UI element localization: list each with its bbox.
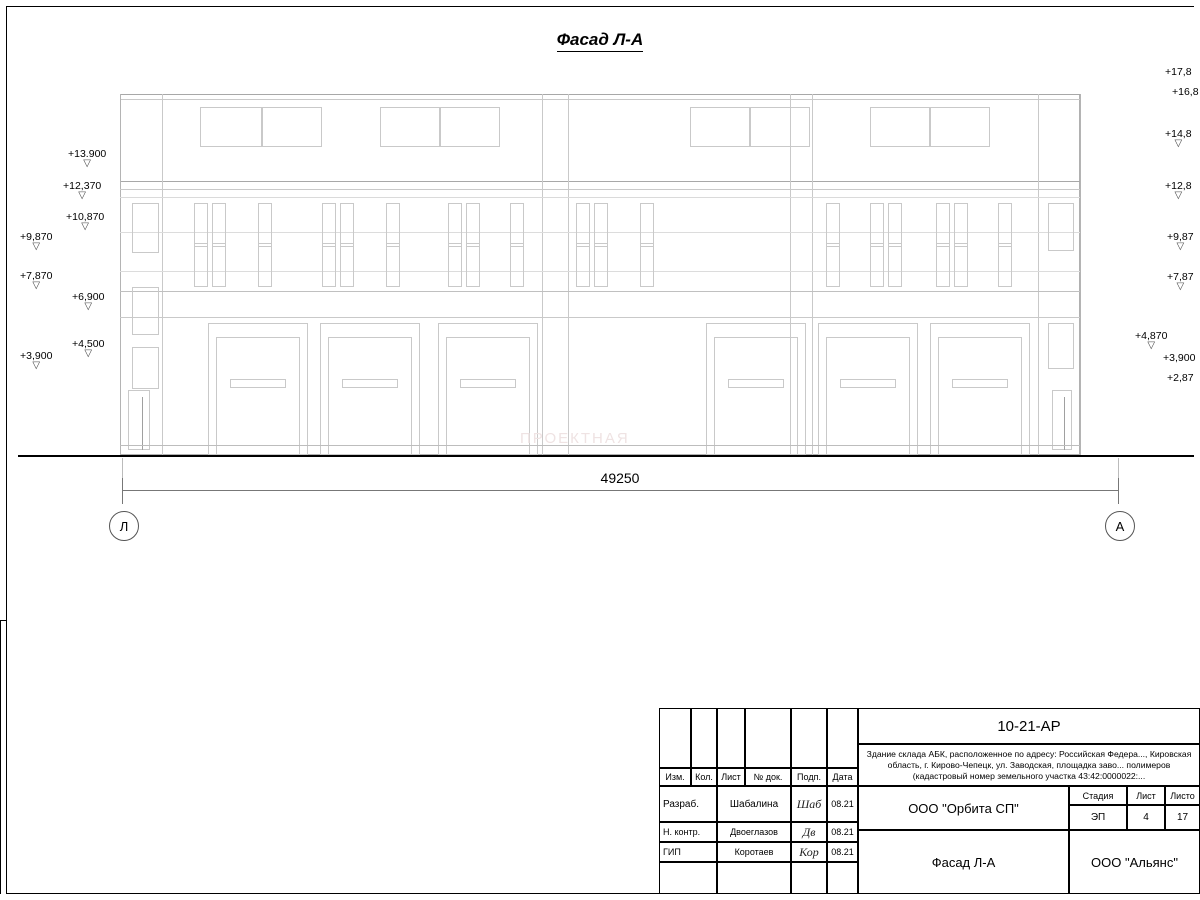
- elevation-value: +10,870: [66, 211, 105, 223]
- elevation-arrow-icon: ▽: [84, 301, 93, 312]
- elevation-value: +14,8: [1165, 128, 1192, 140]
- stage-header-stadiya: [1069, 786, 1127, 805]
- axis-bubble-right: [1105, 511, 1135, 541]
- window-f2-7: [448, 203, 462, 247]
- date-label: 08.21: [831, 799, 854, 809]
- elevation-arrow-icon: ▽: [84, 348, 93, 359]
- window-f1-11: [594, 243, 608, 287]
- window-f1-2: [212, 243, 226, 287]
- window-f2-9: [510, 203, 524, 247]
- column-header-izm: [659, 768, 691, 786]
- revision-grid-cell-5: [791, 708, 827, 768]
- column-header-data: [827, 768, 858, 786]
- window-f2-16: [936, 203, 950, 247]
- elevation-value: +6,900: [72, 291, 105, 303]
- elevation-mark-7870: [20, 270, 52, 289]
- window-left-tower-lower: [132, 347, 159, 389]
- elevation-arrow-icon: ▽: [1174, 138, 1183, 149]
- stage-header-listov: [1165, 786, 1200, 805]
- elevation-arrow-icon: ▽: [1176, 241, 1185, 252]
- sheet-title: Фасад Л-А: [931, 854, 996, 870]
- window-f2-15: [888, 203, 902, 247]
- window-f2-6: [386, 203, 400, 247]
- sheet-total: 17: [1176, 812, 1189, 823]
- floor-band-level-6900: [120, 291, 1080, 292]
- blank-sign-cell-1: [791, 862, 827, 894]
- signature-mark: Шаб: [796, 796, 822, 811]
- window-f1-15: [888, 243, 902, 287]
- window-f2-12: [640, 203, 654, 247]
- window-f2-14: [870, 203, 884, 247]
- column-header-list: [717, 768, 745, 786]
- sheet-title-cell: [858, 830, 1069, 894]
- column-label: Дата: [832, 772, 853, 782]
- facade-pilaster-4: [568, 94, 569, 455]
- window-f1-17: [954, 243, 968, 287]
- project-description: Здание склада АБК, расположенное по адресу: Российская Федера..., Кировская область, г. Кирово-Чепецк, ул. Заводская, площадка заво... полимеров (кадастровый номер земельного участка 43:42:0000022:...: [866, 748, 1192, 781]
- window-f2-4: [322, 203, 336, 247]
- elevation-value: +9,870: [20, 231, 53, 243]
- elevation-arrow-icon: ▽: [32, 241, 41, 252]
- facade-pilaster-7: [1038, 94, 1039, 455]
- window-f1-13: [826, 243, 840, 287]
- column-header-kol: [691, 768, 717, 786]
- window-f1-12: [640, 243, 654, 287]
- sheet-frame-left-edge: [6, 6, 7, 894]
- sheet-inner-left-tick: [0, 620, 7, 621]
- sheet-total-cell: [1165, 805, 1200, 830]
- window-f1-6: [386, 243, 400, 287]
- window-f2-10: [576, 203, 590, 247]
- signature-cell-chief-engineer: [791, 842, 827, 862]
- door-right-entrance: [1052, 390, 1072, 450]
- elevation-mark-16800: [1172, 86, 1199, 98]
- date-label: 08.21: [831, 827, 854, 837]
- elevation-arrow-icon: ▽: [1176, 281, 1185, 292]
- gate-vision-panel-3: [460, 379, 516, 388]
- column-label: Изм.: [665, 772, 685, 782]
- window-f1-10: [576, 243, 590, 287]
- window-right-tower-upper: [1048, 203, 1074, 251]
- window-f1-5: [340, 243, 354, 287]
- axis-label: Л: [119, 518, 129, 534]
- elevation-mark-13900: [68, 148, 106, 167]
- elevation-value: +12,8: [1165, 180, 1192, 192]
- facade-pilaster-1: [120, 94, 121, 455]
- window-f1-4: [322, 243, 336, 287]
- sheet-frame-top-edge: [6, 6, 1194, 7]
- gate-bay-3-inner: [446, 337, 530, 455]
- elevation-mark-12370: [63, 180, 101, 199]
- stage-header-label: Стадия: [1082, 790, 1114, 801]
- window-f1-7: [448, 243, 462, 287]
- name-label: Двоеглазов: [730, 827, 778, 837]
- gate-bay-5-inner: [826, 337, 910, 455]
- elevation-value: +17,8: [1165, 66, 1192, 78]
- role-cell-normcontrol: [659, 822, 717, 842]
- door-right-leaf-line: [1064, 397, 1065, 450]
- client-company: ООО "Альянс": [1091, 854, 1178, 870]
- window-left-tower-mid: [132, 287, 159, 335]
- ribbon-window-top-2: [262, 107, 322, 147]
- column-header-podp: [791, 768, 827, 786]
- parapet-line-2: [120, 99, 1080, 100]
- elevation-mark-17800: [1165, 66, 1192, 78]
- window-f2-2: [212, 203, 226, 247]
- gate-bay-1-inner: [216, 337, 300, 455]
- window-f2-8: [466, 203, 480, 247]
- stage-header-list: [1127, 786, 1165, 805]
- name-cell-chief-engineer: [717, 842, 791, 862]
- elevation-mark-12800: [1165, 180, 1192, 199]
- role-label: Н. контр.: [663, 827, 701, 837]
- role-cell-chief-engineer: [659, 842, 717, 862]
- elevation-mark-9870: [20, 231, 52, 250]
- elevation-arrow-icon: ▽: [81, 221, 89, 232]
- column-label: № док.: [753, 772, 783, 782]
- ribbon-window-top-1: [200, 107, 262, 147]
- elevation-arrow-icon: ▽: [83, 158, 91, 169]
- elevation-mark-6900: [72, 291, 104, 310]
- role-cell-developer: [659, 786, 717, 822]
- elevation-mark-10870: [66, 211, 104, 230]
- gate-vision-panel-5: [840, 379, 896, 388]
- ribbon-window-top-4: [440, 107, 500, 147]
- stage-header-label: Листо: [1170, 790, 1195, 801]
- name-label: Шабалина: [729, 798, 779, 810]
- parapet-line-1: [120, 94, 1080, 95]
- revision-grid-cell-3: [717, 708, 745, 768]
- name-cell-developer: [717, 786, 791, 822]
- gate-bay-6-inner: [938, 337, 1022, 455]
- floor-band-level-6900b: [120, 317, 1080, 318]
- blank-role-cell-1: [659, 862, 717, 894]
- column-label: Кол.: [695, 772, 713, 782]
- column-label: Подп.: [797, 772, 821, 782]
- axis-bubble-left: [109, 511, 139, 541]
- elevation-value: +3,900: [1163, 352, 1196, 364]
- drawing-title-text: Фасад Л-А: [557, 30, 644, 52]
- elevation-value: +12,370: [63, 180, 102, 192]
- overall-dimension-label: 49250: [600, 470, 640, 486]
- designer-company-cell: [858, 786, 1069, 830]
- facade-pilaster-8: [1080, 94, 1081, 455]
- elevation-mark-4870: [1135, 330, 1167, 349]
- elevation-value: +4,500: [72, 338, 105, 350]
- signature-mark: Кор: [799, 844, 819, 859]
- role-label: ГИП: [663, 847, 681, 857]
- window-f1-8: [466, 243, 480, 287]
- attic-band-bottom: [120, 181, 1080, 182]
- elevation-value: +13.900: [68, 148, 107, 160]
- date-cell-developer: [827, 786, 858, 822]
- elevation-arrow-icon: ▽: [1147, 340, 1156, 351]
- ribbon-window-top-7: [870, 107, 930, 147]
- ribbon-window-top-5: [690, 107, 750, 147]
- column-label: Лист: [721, 772, 741, 782]
- elevation-value: +16,8: [1172, 86, 1199, 98]
- gate-bay-4-inner: [714, 337, 798, 455]
- elevation-value: +7,87: [1167, 271, 1194, 283]
- window-f2-18: [998, 203, 1012, 247]
- designer-company: ООО "Орбита СП": [908, 800, 1019, 816]
- ribbon-window-top-3: [380, 107, 440, 147]
- elevation-mark-14800: [1165, 128, 1192, 147]
- gate-vision-panel-4: [728, 379, 784, 388]
- drawing-title: [0, 30, 1200, 50]
- overall-dimension-line: [122, 490, 1118, 491]
- elevation-value: +4,870: [1135, 330, 1168, 342]
- sheet-number-cell: [1127, 805, 1165, 830]
- window-f2-17: [954, 203, 968, 247]
- facade-elevation-drawing: [90, 85, 1100, 455]
- window-f1-14: [870, 243, 884, 287]
- window-f2-5: [340, 203, 354, 247]
- elevation-arrow-icon: ▽: [78, 190, 86, 201]
- elevation-value: +9,87: [1167, 231, 1194, 243]
- window-left-tower-upper: [132, 203, 159, 253]
- elevation-mark-4500: [72, 338, 104, 357]
- role-label: Разраб.: [663, 798, 700, 810]
- window-f1-3: [258, 243, 272, 287]
- window-f2-3: [258, 203, 272, 247]
- blank-date-cell-1: [827, 862, 858, 894]
- project-description-cell: [858, 744, 1200, 786]
- elevation-value: +7,870: [20, 270, 53, 282]
- ribbon-window-top-8: [930, 107, 990, 147]
- axis-label: А: [1115, 518, 1125, 534]
- blank-name-cell-1: [717, 862, 791, 894]
- revision-grid-cell-1: [659, 708, 691, 768]
- ribbon-window-top-6: [750, 107, 810, 147]
- window-f2-11: [594, 203, 608, 247]
- elevation-value: +3,900: [20, 350, 53, 362]
- revision-grid-cell-2: [691, 708, 717, 768]
- elevation-mark-3900-left: [20, 350, 52, 369]
- elevation-mark-2870: [1167, 372, 1194, 384]
- signature-cell-developer: [791, 786, 827, 822]
- column-header-ndok: [745, 768, 791, 786]
- floor-band-level-10870: [120, 197, 1080, 198]
- project-code: 10-21-АР: [997, 717, 1061, 735]
- elevation-arrow-icon: ▽: [32, 360, 41, 371]
- gate-vision-panel-6: [952, 379, 1008, 388]
- stage-value: ЭП: [1090, 812, 1106, 823]
- dimension-tick-right: [1118, 478, 1119, 504]
- title-block: [659, 708, 1200, 894]
- elevation-value: +2,87: [1167, 372, 1194, 384]
- elevation-mark-7870-right: [1167, 271, 1194, 290]
- name-label: Коротаев: [734, 847, 774, 857]
- date-cell-normcontrol: [827, 822, 858, 842]
- facade-pilaster-2: [162, 94, 163, 455]
- elevation-mark-3900-right: [1163, 352, 1195, 364]
- stage-value-cell: [1069, 805, 1127, 830]
- gate-vision-panel-2: [342, 379, 398, 388]
- date-cell-chief-engineer: [827, 842, 858, 862]
- facade-pilaster-3: [542, 94, 543, 455]
- revision-grid-cell-4: [745, 708, 791, 768]
- sheet-inner-left-line: [0, 620, 1, 894]
- door-left-leaf-line: [142, 397, 143, 450]
- stage-header-label: Лист: [1136, 790, 1156, 801]
- sheet-number: 4: [1143, 812, 1149, 823]
- window-f1-1: [194, 243, 208, 287]
- window-f1-18: [998, 243, 1012, 287]
- elevation-arrow-icon: ▽: [32, 280, 41, 291]
- date-label: 08.21: [831, 847, 854, 857]
- facade-pilaster-6: [812, 94, 813, 455]
- window-f1-16: [936, 243, 950, 287]
- window-f2-13: [826, 203, 840, 247]
- floor-band-level-12370: [120, 189, 1080, 190]
- gate-vision-panel-1: [230, 379, 286, 388]
- gate-bay-2-inner: [328, 337, 412, 455]
- ground-line: [18, 455, 1194, 457]
- door-left-entrance: [128, 390, 150, 450]
- window-f2-1: [194, 203, 208, 247]
- signature-mark: Дв: [802, 824, 816, 839]
- revision-grid-cell-6: [827, 708, 858, 768]
- signature-cell-normcontrol: [791, 822, 827, 842]
- elevation-arrow-icon: ▽: [1174, 190, 1183, 201]
- watermark-text: ПРОЕКТНАЯ: [520, 430, 630, 447]
- window-right-tower-lower: [1048, 323, 1074, 369]
- name-cell-normcontrol: [717, 822, 791, 842]
- window-f1-9: [510, 243, 524, 287]
- client-company-cell: [1069, 830, 1200, 894]
- elevation-mark-9870-right: [1167, 231, 1194, 250]
- project-code-cell: [858, 708, 1200, 744]
